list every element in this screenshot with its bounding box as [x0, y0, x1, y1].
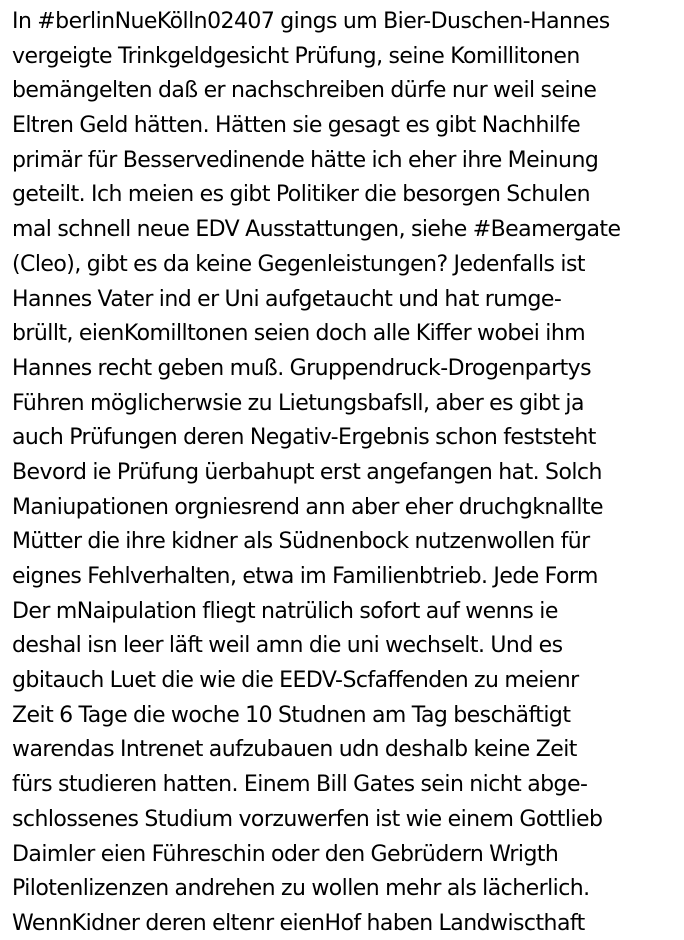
text-line: primär für Besservedinende hätte ich eher ihre Meinung [12, 147, 599, 173]
text-line: Maniupationen orgniesrend ann aber eher druchgknallte [12, 494, 603, 520]
text-line: Bevord ie Prüfung üerbahupt erst angefangen hat. Solch [12, 459, 602, 485]
text-line: brüllt, eienKomilltonen seien doch alle Kiffer wobei ihm [12, 321, 586, 347]
text-line: warendas Intrenet aufzubauen udn deshalb keine Zeit [12, 737, 577, 763]
text-line: (Cleo), gibt es da keine Gegenleistungen? Jedenfalls ist [12, 251, 585, 277]
text-line: In #berlinNueKölln02407 gings um Bier-Duschen-Hannes [12, 9, 610, 34]
text-line: Zeit 6 Tage die woche 10 Studnen am Tag beschäftigt [12, 702, 571, 728]
text-line: Pilotenlizenzen andrehen zu wollen mehr als lächerlich. [12, 876, 590, 902]
document-text [12, 5, 684, 940]
text-line: WennKidner deren eltenr eienHof haben Landwiscthaft [12, 910, 585, 936]
text-line: deshal isn leer läft weil amn die uni wechselt. Und es [12, 633, 563, 659]
text-line: Eltren Geld hätten. Hätten sie gesagt es gibt Nachhilfe [12, 113, 581, 139]
text-line: eignes Fehlverhalten, etwa im Familienbtrieb. Jede Form [12, 564, 598, 589]
text-line: Führen möglicherwsie zu Lietungsbafsll, aber es gibt ja [12, 390, 584, 416]
text-line: bemängelten daß er nachschreiben dürfe nur weil seine [12, 78, 597, 104]
text-line: mal schnell neue EDV Ausstattungen, siehe #Beamergate [12, 217, 621, 243]
text-line: vergeigte Trinkgeldgesicht Prüfung, seine Komillitonen [12, 43, 580, 69]
text-line: Der mNaipulation fliegt natrülich sofort auf wenns ie [12, 598, 558, 624]
text-line: auch Prüfungen deren Negativ-Ergebnis schon feststeht [12, 425, 596, 451]
text-line: Daimler eien Führeschin oder den Gebrüdern Wrigth [12, 841, 559, 867]
text-line: Mütter die ihre kidner als Südnenbock nutzenwollen für [12, 529, 590, 555]
text-line: fürs studieren hatten. Einem Bill Gates sein nicht abge- [12, 772, 588, 798]
text-line: Hannes Vater ind er Uni aufgetaucht und hat rumge- [12, 286, 562, 312]
text-line: gbitauch Luet die wie die EEDV-Scfaffenden zu meienr [12, 668, 579, 694]
text-line: schlossenes Studium vorzuwerfen ist wie einem Gottlieb [12, 806, 603, 832]
text-line: geteilt. Ich meien es gibt Politiker die besorgen Schulen [12, 182, 590, 208]
text-line: Hannes recht geben muß. Gruppendruck-Drogenpartys [12, 355, 592, 381]
